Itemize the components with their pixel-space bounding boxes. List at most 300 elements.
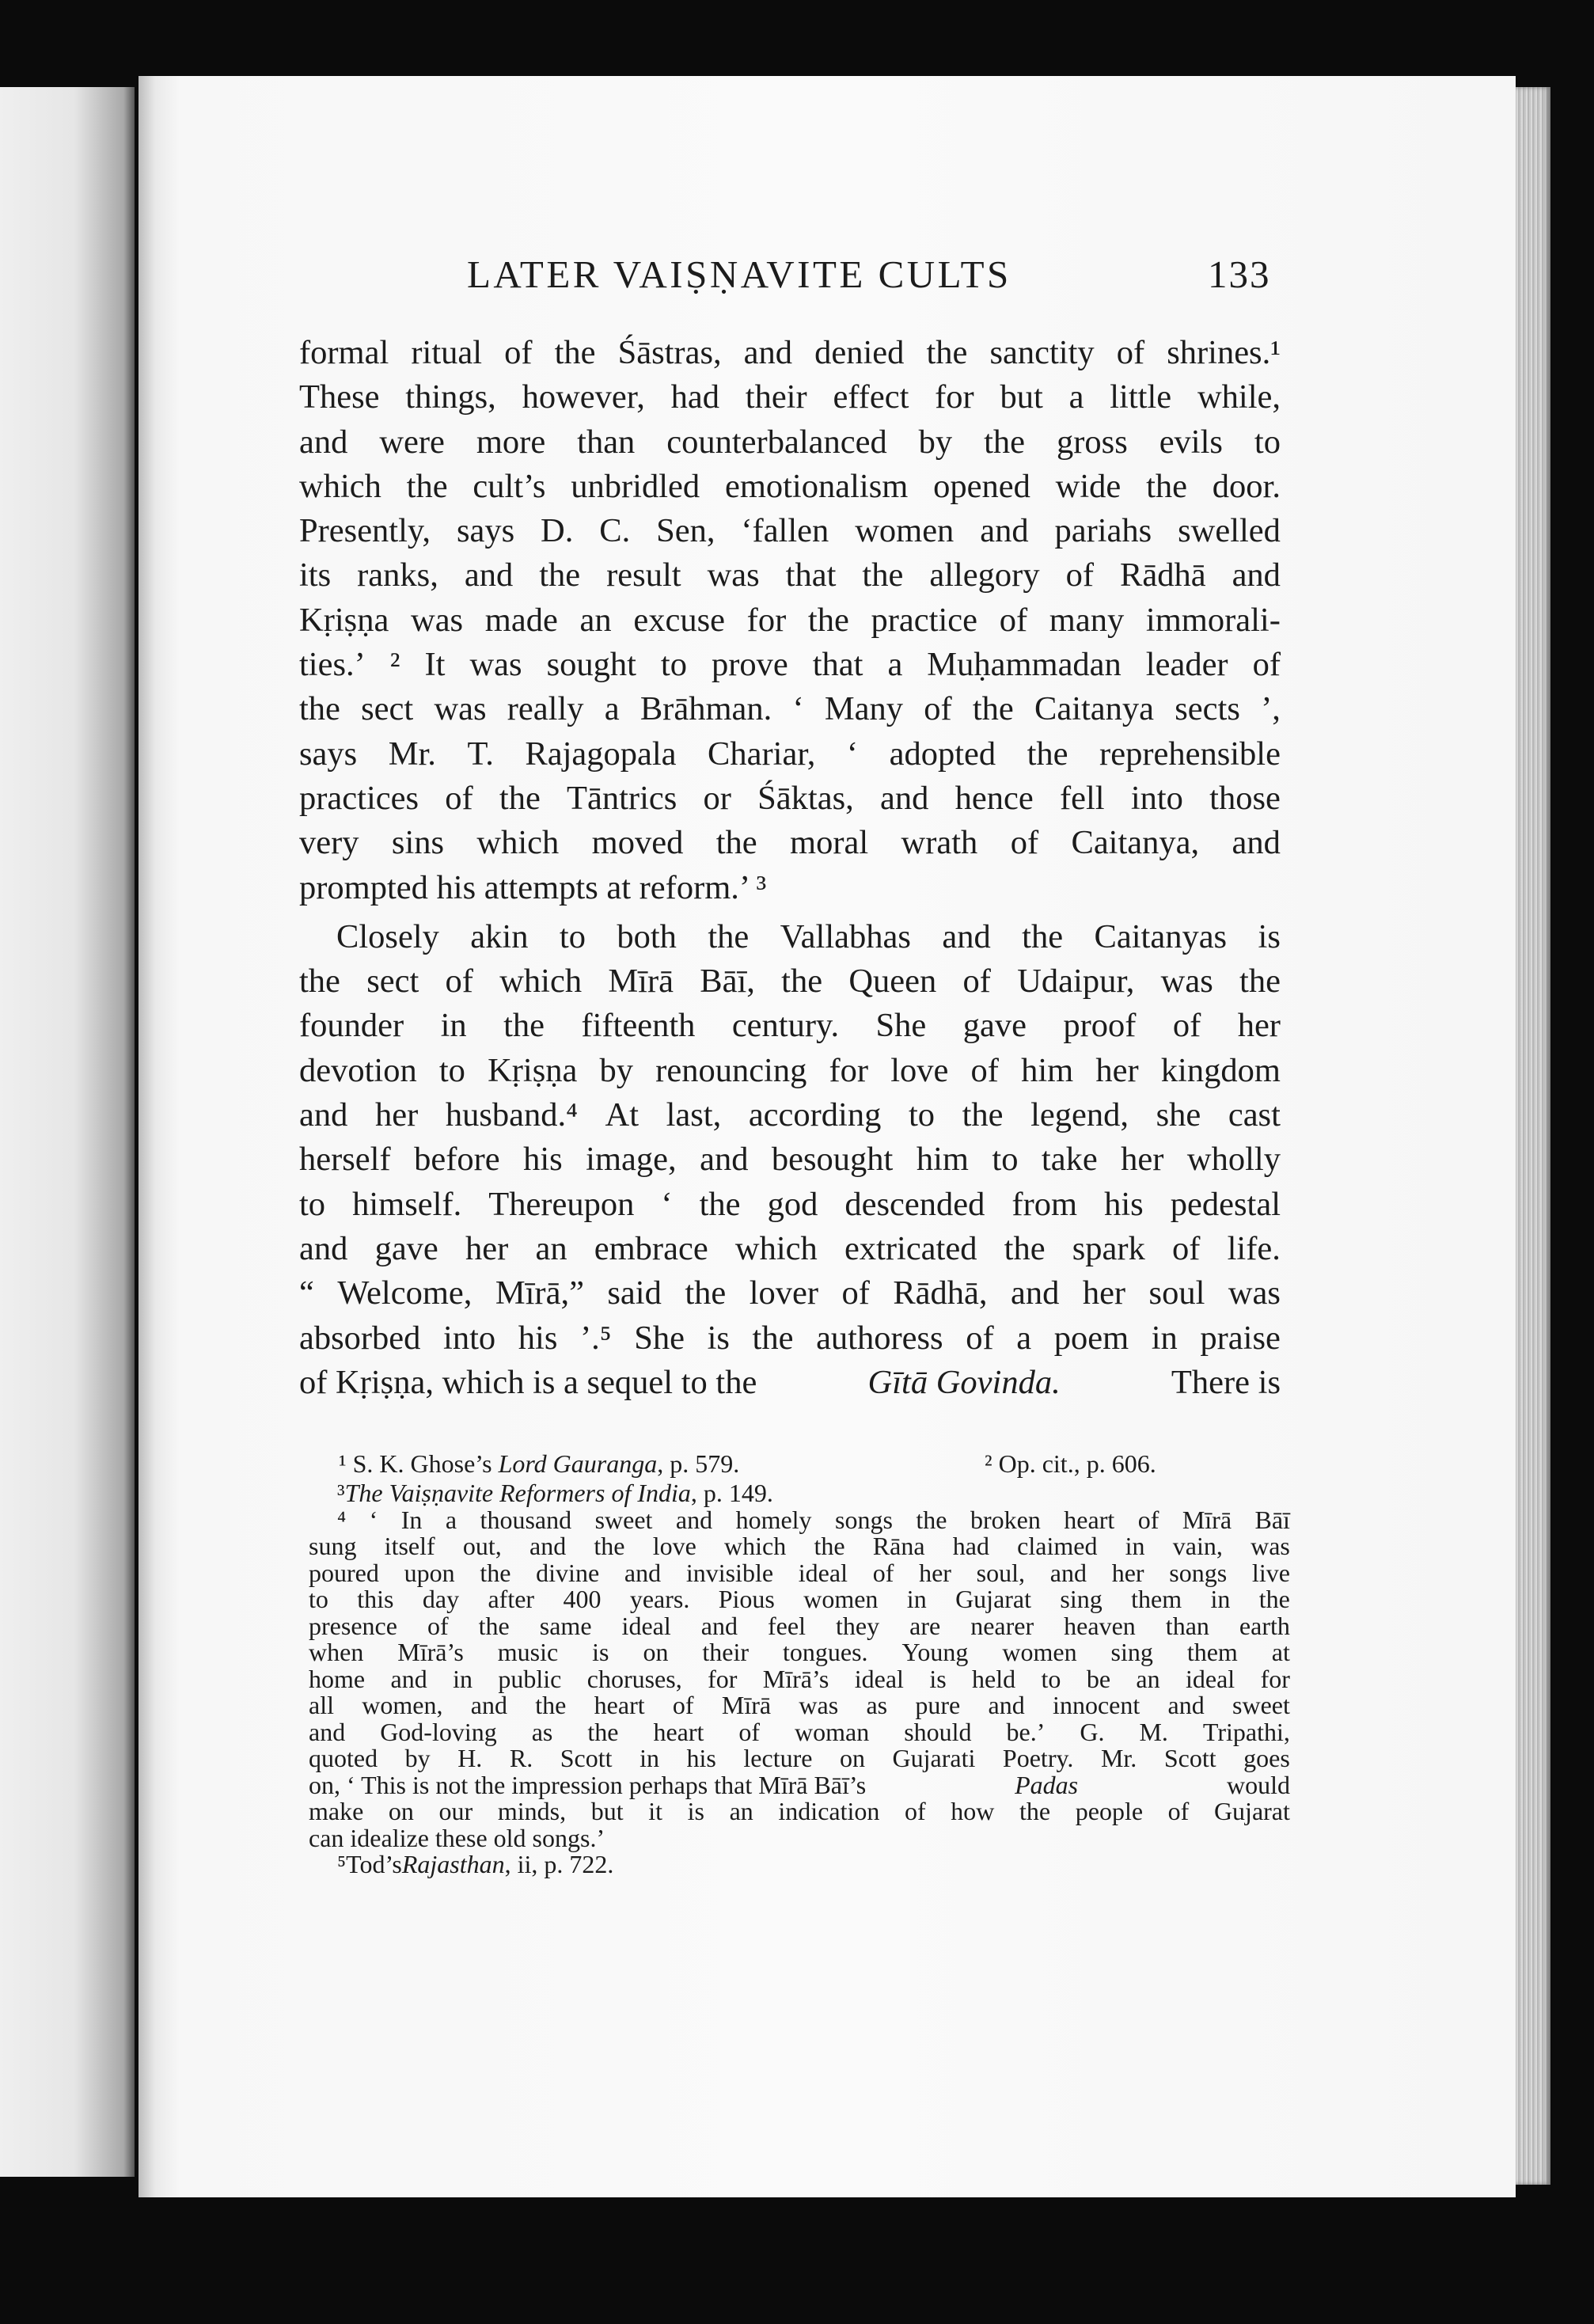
body-text-segment: There is: [1171, 1363, 1281, 1401]
word: women,: [362, 1691, 443, 1719]
word: the: [814, 1532, 845, 1560]
footnote-4-line: [309, 1666, 1290, 1693]
word: Mīrā,”: [495, 1274, 584, 1312]
word: in: [453, 1664, 473, 1693]
word: and: [1010, 1274, 1060, 1312]
word: was: [1251, 1532, 1290, 1560]
word: says: [456, 512, 515, 550]
word: made: [484, 601, 558, 639]
word: and: [464, 556, 514, 594]
word: poem: [1053, 1319, 1129, 1357]
word: to: [992, 1141, 1019, 1179]
footnote-4-line: [309, 1772, 1290, 1799]
left-page-edge: [0, 87, 135, 2177]
italic-title: The Vaiṣṇavite Reformers of India: [344, 1479, 691, 1507]
footnote-text: , ii, p. 722.: [504, 1850, 614, 1878]
word: ‘: [661, 1185, 673, 1223]
word: of: [427, 1611, 449, 1640]
word: century.: [731, 1007, 840, 1045]
word: while,: [1197, 378, 1281, 416]
word: for: [708, 1664, 738, 1693]
word: the: [1146, 467, 1187, 505]
word: moral: [790, 824, 869, 862]
body-line: [299, 959, 1281, 1004]
word: and: [299, 423, 348, 461]
word: ‘: [369, 1505, 378, 1534]
word: the: [535, 1691, 567, 1719]
word: an: [1136, 1664, 1160, 1693]
word: had: [952, 1532, 989, 1560]
word: “: [299, 1274, 314, 1312]
word: Mīrā: [608, 963, 674, 1001]
word: Mīrā: [721, 1691, 772, 1719]
word: prove: [711, 646, 788, 684]
word: Mīrā’s: [762, 1664, 829, 1693]
body-line: [299, 598, 1281, 643]
word: was: [707, 556, 760, 594]
word: She: [634, 1319, 685, 1357]
word: the: [807, 601, 849, 639]
word: emotionalism: [724, 467, 909, 505]
word: Śāstras,: [617, 334, 722, 371]
word: and: [700, 1611, 738, 1640]
word: are: [909, 1611, 941, 1640]
word: the: [962, 1096, 1004, 1134]
word: on: [388, 1797, 414, 1825]
word: the: [1239, 963, 1281, 1001]
word: Gujarati: [892, 1744, 976, 1772]
footnote-4-line: [309, 1560, 1290, 1587]
word: shrines.¹: [1167, 334, 1281, 371]
word: of: [738, 1717, 761, 1746]
word: allegory: [929, 556, 1040, 594]
word: choruses,: [586, 1664, 682, 1693]
word: C.: [599, 512, 631, 550]
word: of: [872, 1558, 894, 1587]
word: his: [523, 1141, 563, 1179]
word: on: [643, 1638, 669, 1666]
word: Udaipur,: [1017, 963, 1135, 1001]
word: and: [1232, 824, 1281, 862]
footnote-4-line: [309, 1798, 1290, 1825]
word: formal: [299, 334, 389, 371]
word: door.: [1212, 467, 1281, 505]
word: Rādhā,: [893, 1274, 988, 1312]
word: in: [906, 1585, 927, 1613]
word: pedestal: [1170, 1185, 1281, 1223]
word: of: [1252, 646, 1281, 684]
word: sought: [546, 646, 636, 684]
word: wrath: [901, 824, 978, 862]
word: praise: [1200, 1319, 1281, 1357]
word: how: [951, 1797, 995, 1825]
running-head: LATER VAIṢṆAVITE CULTS: [467, 253, 1011, 296]
word: tongues.: [783, 1638, 868, 1666]
word: music: [497, 1638, 559, 1666]
word: or: [703, 779, 731, 817]
word: from: [1011, 1185, 1078, 1223]
word: ideal: [621, 1611, 671, 1640]
word: and: [299, 1229, 348, 1267]
word: same: [539, 1611, 592, 1640]
footnote-text: S. K. Ghose’s: [352, 1449, 499, 1478]
footnote-mark: ³: [337, 1479, 345, 1507]
word: is: [592, 1638, 609, 1666]
footnote-4-line: [309, 1745, 1290, 1772]
word: cult’s: [473, 467, 546, 505]
word: was: [799, 1691, 839, 1719]
word: T.: [467, 735, 494, 773]
word: wide: [1055, 467, 1121, 505]
word: H.: [457, 1744, 483, 1772]
word: in: [440, 1007, 467, 1045]
word: before: [414, 1141, 500, 1179]
word: Mīrā: [1182, 1505, 1232, 1534]
word: Śāktas,: [757, 779, 854, 817]
word: himself.: [352, 1185, 462, 1223]
word: gross: [1057, 423, 1128, 461]
word: the: [715, 824, 757, 862]
word: and: [743, 334, 793, 371]
word: and: [309, 1717, 346, 1746]
body-line: [299, 1093, 1281, 1137]
word: Welcome,: [337, 1274, 473, 1312]
footnote-2: [985, 1449, 1156, 1479]
word: Many: [824, 690, 903, 728]
word: ranks,: [357, 556, 438, 594]
word: was: [1160, 963, 1213, 1001]
word: and: [470, 1691, 507, 1719]
word: them: [1131, 1585, 1182, 1613]
word: women: [855, 512, 955, 550]
word: but: [1000, 378, 1043, 416]
word: after: [488, 1585, 535, 1613]
word: the: [685, 1274, 727, 1312]
word: those: [1209, 779, 1281, 817]
word: out,: [462, 1532, 502, 1560]
word: their: [702, 1638, 750, 1666]
word: women: [1002, 1638, 1077, 1666]
word: ritual: [411, 334, 483, 371]
word: Rajagopala: [525, 735, 677, 773]
word: absorbed: [299, 1319, 421, 1357]
word: earth: [1239, 1611, 1290, 1640]
word: of: [1167, 1797, 1190, 1825]
word: indication: [778, 1797, 880, 1825]
word: songs: [1169, 1558, 1228, 1587]
word: excuse: [633, 601, 725, 639]
word: of: [970, 1051, 999, 1089]
word: a: [1016, 1319, 1032, 1357]
word: claimed: [1017, 1532, 1098, 1560]
word: should: [904, 1717, 972, 1746]
word: and: [988, 1691, 1025, 1719]
word: the: [972, 690, 1014, 728]
word: ‘fallen: [741, 512, 829, 550]
footnote-4-line: [309, 1613, 1290, 1640]
italic-title: Padas: [1015, 1770, 1079, 1799]
body-line: [299, 732, 1281, 777]
word: things,: [405, 378, 496, 416]
body-line: [299, 687, 1281, 731]
word: At: [605, 1096, 639, 1134]
footnote-4-line: [309, 1586, 1290, 1613]
word: last,: [666, 1096, 722, 1134]
word: is: [1258, 917, 1281, 955]
word: a: [445, 1505, 457, 1534]
footnote-text: , p. 149.: [690, 1479, 773, 1507]
footnote-4-line: [309, 1533, 1290, 1560]
word: woman: [795, 1717, 870, 1746]
word: She: [875, 1007, 927, 1045]
word: invisible: [685, 1558, 774, 1587]
word: it: [648, 1797, 662, 1825]
word: her: [1111, 1558, 1144, 1587]
word: and: [624, 1558, 662, 1587]
word: and: [980, 512, 1029, 550]
word: Bāī,: [700, 963, 755, 1001]
word: and: [1049, 1558, 1087, 1587]
word: Scott: [560, 1744, 613, 1772]
word: his: [686, 1744, 716, 1772]
footnote-4-line: [309, 1507, 1290, 1534]
word: their: [745, 378, 807, 416]
word: her: [1082, 1274, 1126, 1312]
word: the: [1022, 917, 1064, 955]
word: Pious: [718, 1585, 775, 1613]
word: into: [443, 1319, 496, 1357]
footnote-text: Tod’s: [346, 1850, 402, 1878]
word: feel: [768, 1611, 806, 1640]
word: Brāhman.: [639, 690, 772, 728]
word: the: [708, 917, 750, 955]
word: 400: [563, 1585, 602, 1613]
word: of: [924, 690, 952, 728]
word: adopted: [889, 735, 996, 773]
word: Rāna: [872, 1532, 925, 1560]
page-stack-edge: [1516, 87, 1550, 2185]
word: an: [535, 1229, 567, 1267]
paragraph-start-line: [299, 915, 1281, 959]
word: wholly: [1186, 1141, 1281, 1179]
word: swelled: [1178, 512, 1281, 550]
body-line: [299, 420, 1281, 465]
word: her: [1237, 1007, 1281, 1045]
word: her: [374, 1096, 419, 1134]
word: vain,: [1172, 1532, 1223, 1560]
body-line: [299, 465, 1281, 509]
word: at: [1271, 1638, 1290, 1666]
word: Young: [901, 1638, 969, 1666]
word: had: [670, 378, 719, 416]
word: its: [299, 556, 332, 594]
word: which: [299, 467, 381, 505]
word: him: [1021, 1051, 1074, 1089]
word: and: [880, 779, 929, 817]
word: ideal: [798, 1558, 848, 1587]
body-text: [299, 331, 1281, 1405]
word: the: [984, 423, 1026, 461]
word: cast: [1228, 1096, 1281, 1134]
word: her: [1121, 1141, 1164, 1179]
footnote-5: [309, 1851, 1290, 1878]
word: both: [617, 917, 677, 955]
word: These: [299, 378, 380, 416]
word: soul,: [976, 1558, 1026, 1587]
word: the: [862, 556, 904, 594]
word: heaven: [1064, 1611, 1136, 1640]
word: Poetry.: [1002, 1744, 1074, 1772]
word: ties.’: [299, 646, 366, 684]
word: them: [1186, 1638, 1238, 1666]
word: thousand: [480, 1505, 572, 1534]
word: ‘: [792, 690, 804, 728]
word: the: [406, 467, 448, 505]
word: ’.⁵: [579, 1319, 612, 1357]
word: in: [1151, 1319, 1178, 1357]
word: sins: [391, 824, 445, 862]
word: gave: [962, 1007, 1027, 1045]
word: to: [1254, 423, 1281, 461]
word: Caitanya,: [1071, 824, 1200, 862]
word: proof: [1063, 1007, 1137, 1045]
word: songs: [835, 1505, 893, 1534]
word: which: [476, 824, 560, 862]
word: of: [1065, 556, 1094, 594]
footnote-text: would: [1227, 1770, 1290, 1799]
footnote-4-line: [309, 1719, 1290, 1746]
word: Gujarat: [955, 1585, 1032, 1613]
word: live: [1251, 1558, 1290, 1587]
word: was: [434, 690, 487, 728]
word: sing: [1060, 1585, 1103, 1613]
word: Closely: [336, 917, 439, 955]
body-line: [299, 1271, 1281, 1316]
word: years.: [629, 1585, 690, 1613]
word: for: [746, 601, 787, 639]
word: held: [972, 1664, 1016, 1693]
word: image,: [586, 1141, 677, 1179]
word: a: [887, 646, 903, 684]
word: of: [1116, 334, 1145, 371]
word: D.: [541, 512, 574, 550]
word: sing: [1110, 1638, 1153, 1666]
word: is: [929, 1664, 947, 1693]
word: renouncing: [655, 1051, 807, 1089]
word: as: [531, 1717, 553, 1746]
word: Sen,: [656, 512, 715, 550]
word: they: [835, 1611, 880, 1640]
word: ⁴: [337, 1505, 347, 1534]
word: and: [529, 1532, 567, 1560]
word: ²: [389, 646, 400, 684]
word: R.: [509, 1744, 533, 1772]
footnote-1: [339, 1449, 739, 1479]
word: his: [1104, 1185, 1144, 1223]
word: authoress: [816, 1319, 943, 1357]
word: practice: [871, 601, 978, 639]
page-number: 133: [1208, 253, 1271, 296]
word: the: [1019, 1797, 1051, 1825]
body-line: [299, 1227, 1281, 1271]
word: of: [1172, 1007, 1201, 1045]
word: lover: [749, 1274, 819, 1312]
word: gave: [374, 1229, 438, 1267]
body-line: [299, 553, 1281, 598]
word: homely: [735, 1505, 812, 1534]
footnote-4-line: [309, 1639, 1290, 1666]
word: she: [1156, 1096, 1201, 1134]
word: by: [918, 423, 953, 461]
footnote-mark: ²: [985, 1449, 992, 1478]
word: was: [1228, 1274, 1281, 1312]
word: goes: [1243, 1744, 1290, 1772]
footnotes: [309, 1480, 1290, 1878]
word: our: [438, 1797, 473, 1825]
word: Scott: [1163, 1744, 1216, 1772]
body-line: [299, 821, 1281, 865]
word: was: [411, 601, 464, 639]
word: and: [700, 1141, 749, 1179]
word: of: [445, 779, 473, 817]
word: ‘: [846, 735, 859, 773]
word: result: [606, 556, 681, 594]
word: the: [478, 1611, 510, 1640]
word: itself: [384, 1532, 435, 1560]
word: when: [309, 1638, 364, 1666]
word: to: [660, 646, 687, 684]
word: the: [926, 334, 968, 371]
word: husband.⁴: [445, 1096, 578, 1134]
italic-title: Rajasthan: [401, 1850, 505, 1878]
word: women: [803, 1585, 879, 1613]
body-line: [299, 375, 1281, 420]
word: him: [916, 1141, 969, 1179]
word: Kṛiṣṇa: [488, 1051, 578, 1089]
word: of: [1137, 1505, 1159, 1534]
word: soul: [1148, 1274, 1205, 1312]
word: very: [299, 824, 359, 862]
word: by: [404, 1744, 431, 1772]
word: people: [1075, 1797, 1144, 1825]
word: to: [299, 1185, 326, 1223]
word: spark: [1072, 1229, 1145, 1267]
word: heart: [594, 1691, 645, 1719]
word: In: [400, 1505, 423, 1534]
word: lecture: [743, 1744, 813, 1772]
word: to: [1041, 1664, 1061, 1693]
word: were: [379, 423, 445, 461]
word: God-loving: [380, 1717, 497, 1746]
italic-title: Gītā Govinda.: [867, 1363, 1061, 1401]
word: really: [507, 690, 584, 728]
word: Thereupon: [488, 1185, 635, 1223]
word: leader: [1145, 646, 1228, 684]
body-line: [299, 1004, 1281, 1048]
word: however,: [522, 378, 645, 416]
word: divine: [536, 1558, 600, 1587]
word: Rādhā: [1119, 556, 1206, 594]
word: love: [890, 1051, 949, 1089]
word: of: [1010, 824, 1039, 862]
body-line: [299, 777, 1281, 821]
word: than: [1165, 1611, 1209, 1640]
word: G.: [1080, 1717, 1105, 1746]
word: heart: [1064, 1505, 1115, 1534]
word: be.’: [1006, 1717, 1046, 1746]
word: for: [935, 378, 974, 416]
word: day: [422, 1585, 460, 1613]
